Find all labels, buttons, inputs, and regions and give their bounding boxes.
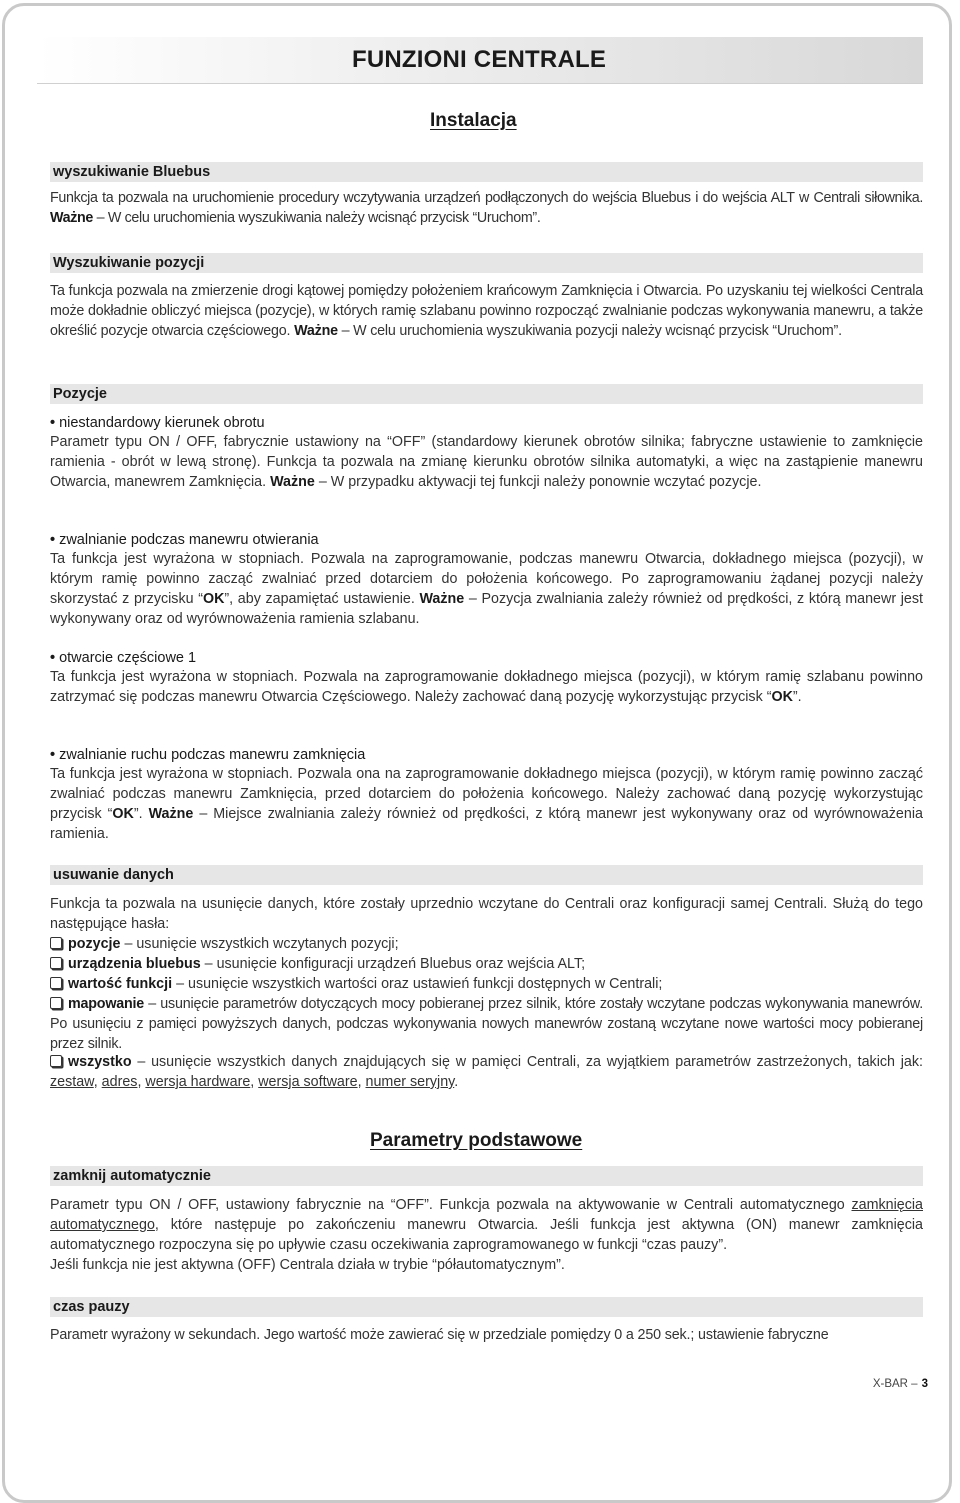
paragraph-bluebus: Funkcja ta pozwala na uruchomienie procedury wczytywania urządzeń podłączonych do wejścia Bluebus i do wejścia ALT w Centrali siłownika. Ważne – W celu uruchomienia wyszukiwania należy wcisnąć przycisk “Uruchom”. [50, 190, 923, 226]
paragraph-close-slowdown: Ta funkcja jest wyrażona w stopniach. Pozwala ona na zaprogramowanie dokładnego miejsca (pozycji), w którym ramię powinno zacząć zwalniać podczas manewru Zamknięcia, przed dotarciem do położenia końcowego. Należy zachować daną pozycję wykorzystując przycisk “OK”. Ważne – Miejsce zwalniania zależy również od prędkości, z którą manewr jest wykonywany oraz od wyrównoważenia ramienia. [50, 766, 923, 842]
checkbox-icon [50, 957, 62, 969]
section-title-installation: Instalacja [430, 110, 517, 131]
paragraph-delete-intro: Funkcja ta pozwala na usunięcie danych, które zostały uprzednio wczytane do Centrali oraz konfiguracji samej Centrali. Służą do tego następujące hasła: [50, 896, 923, 932]
bullet-partial-open: • otwarcie częściowe 1 [50, 650, 197, 666]
paragraph-auto-close: Parametr typu ON / OFF, ustawiony fabrycznie na “OFF”. Funkcja pozwala na aktywowanie w Centrali automatycznego zamknięcia automatycznego, które następuje po zakończeniu manewru Otwarcia. Jeśli funkcja jest aktywna (ON) manewr zamknięcia automatycznego rozpoczyna się po upływie czasu oczekiwania zaprogramowanego w funkcji “czas pauzy”. Jeśli funkcja nie jest aktywna (OFF) Centrala działa w trybie “półautomatycznym”. [50, 1197, 923, 1273]
checkbox-icon [50, 937, 62, 949]
option-delete-all: wszystko – usunięcie wszystkich danych znajdujących się w pamięci Centrali, za wyjątkiem parametrów zastrzeżonych, takich jak: zestaw, adres, wersja hardware, wersja software, numer seryjny. [50, 1054, 923, 1090]
option-delete-mapping: mapowanie – usunięcie parametrów dotyczących mocy pobieranej przez silnik, które zostały wczytane podczas wykonywania manewrów. Po usunięciu z pamięci powyższych danych, podczas wykonywania nowych manewrów zostaną wczytane nowe wartości mocy pobieranej przez silnik. [50, 996, 923, 1052]
label-bluebus-search: wyszukiwanie Bluebus [50, 162, 923, 182]
page-title: FUNZIONI CENTRALE [352, 46, 607, 73]
label-pause-time: czas pauzy [50, 1297, 923, 1317]
paragraph-partial-open: Ta funkcja jest wyrażona w stopniach. Pozwala na zaprogramowanie dokładnego miejsca (pozycji), w którym ramię szlabanu powinno zatrzymać się podczas manewru Otwarcia Częściowego. Należy zachować daną pozycję wykorzystując przycisk “OK”. [50, 669, 923, 705]
label-positions: Pozycje [50, 384, 923, 404]
paragraph-open-slowdown: Ta funkcja jest wyrażona w stopniach. Pozwala na zaprogramowanie, podczas manewru Otwarcia, dokładnego miejsca (pozycji), w którym ramię powinno zacząć zwalniać przed dotarciem do położenia końcowego. Po zaprogramowaniu żądanej pozycji należy skorzystać z przycisku “OK”, aby zapamiętać ustawienie. Ważne – Pozycja zwalniania zależy również od prędkości, z którą manewr jest wykonywany oraz od wyrównoważenia ramienia szlabanu. [50, 551, 923, 627]
checkbox-icon [50, 977, 62, 989]
label-delete-data: usuwanie danych [50, 865, 923, 885]
label-position-search: Wyszukiwanie pozycji [50, 253, 923, 273]
option-delete-bluebus: urządzenia bluebus – usunięcie konfiguracji urządzeń Bluebus oraz wejścia ALT; [50, 954, 923, 974]
paragraph-position-search: Ta funkcja pozwala na zmierzenie drogi kątowej pomiędzy położeniem krańcowym Zamknięcia i Otwarcia. Po uzyskaniu tej wielkości Centrala może dokładnie obliczyć miejsca (pozycje), w których ramię szlabanu powinno rozpocząć zwalnianie podczas wykonywania manewru, a także określić pozycje otwarcia częściowego. Ważne – W celu uruchomienia wyszukiwania pozycji należy wcisnąć przycisk “Uruchom”. [50, 283, 923, 339]
paragraph-pause-time: Parametr wyrażony w sekundach. Jego wartość może zawierać się w przedziale pomiędzy 0 a 250 sek.; ustawienie fabryczne [50, 1327, 829, 1343]
paragraph-direction: Parametr typu ON / OFF, fabrycznie ustawiony na “OFF” (standardowy kierunek obrotów silnika; fabryczne ustawienie to zamknięcie ramienia - obrót w lewą stronę). Funkcja ta pozwala na zmianę kierunku obrotów silnika automatyki, a więc na zastąpienie manewru Otwarcia, manewrem Zamknięcia. Ważne – W przypadku aktywacji tej funkcji należy ponownie wczytać pozycje. [50, 434, 923, 490]
bullet-close-slowdown: • zwalnianie ruchu podczas manewru zamknięcia [50, 747, 366, 763]
page-footer: X-BAR – 3 [872, 1378, 928, 1390]
checkbox-icon [50, 1055, 62, 1067]
option-delete-positions: pozycje – usunięcie wszystkich wczytanych pozycji; [50, 934, 923, 954]
bullet-open-slowdown: • zwalnianie podczas manewru otwierania [50, 532, 319, 548]
bullet-direction: • niestandardowy kierunek obrotu [50, 415, 265, 431]
label-auto-close: zamknij automatycznie [50, 1166, 923, 1186]
checkbox-icon [50, 997, 62, 1009]
option-delete-function-values: wartość funkcji – usunięcie wszystkich wartości oraz ustawień funkcji dostępnych w Centrali; [50, 974, 923, 994]
section-title-basic-params: Parametry podstawowe [370, 1130, 583, 1151]
